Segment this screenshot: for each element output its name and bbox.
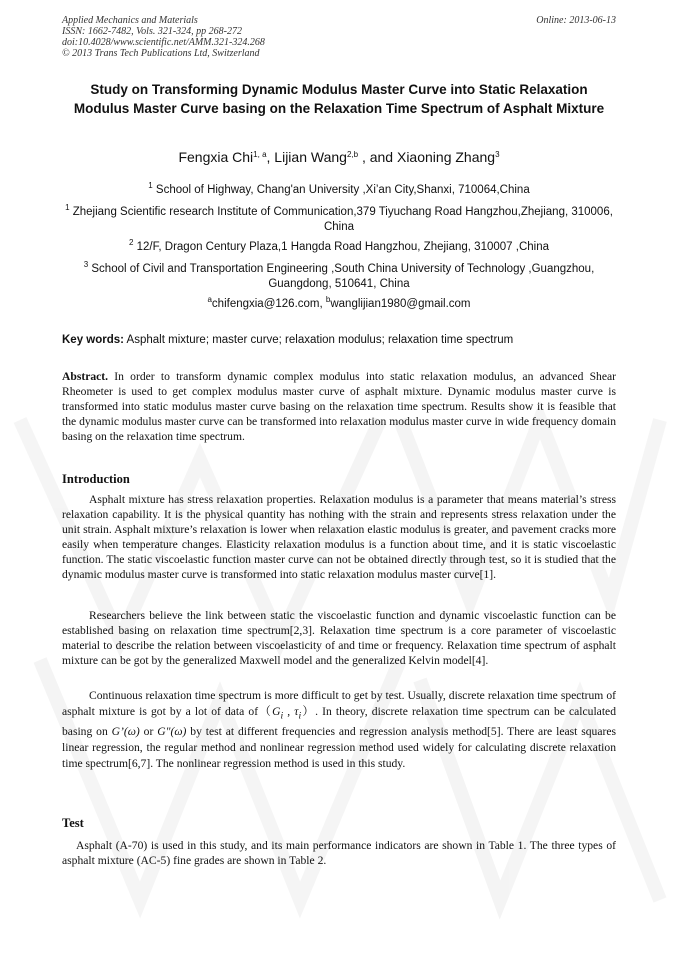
intro-p3-text: Continuous relaxation time spectrum is more difficult to get by test. Usually, discrete relaxation time spectrum of asphalt mixture is got by a lot of data of（ — [62, 689, 616, 718]
test-paragraph-1: Asphalt (A-70) is used in this study, and its main performance indicators are shown in Table 1. The three types of asphalt mixture (AC-5) fine grades are shown in Table 2. — [62, 839, 616, 867]
intro-paragraph-2: Researchers believe the link between static the viscoelastic function and dynamic viscoelastic function can be established basing on relaxation time spectrum[2,3]. Relaxation time spectrum is a core parameter of viscoelastic material to describe the relation between viscoelasticity of and time or frequency. Relaxation time spectrum of asphalt mixture can be got by the generalized Maxwell model and the generalized Kelvin model[4]. — [62, 609, 616, 667]
intro-p3-text: by test at different frequencies and regression analysis method[5]. There are least squares linear regression, the regular method and nonlinear regression method used widely for calculating discrete relaxation time spectrum[6,7]. The nonlinear regression method is used in this study. — [62, 725, 616, 771]
email-mark: a — [207, 295, 212, 304]
affiliation-text: Zhejiang Scientific research Institute of Communication,379 Tiyuchang Road Hangzhou,Zhejiang, 310006, China — [72, 206, 613, 233]
email-address[interactable]: wanglijian1980@gmail.com — [330, 298, 471, 310]
abstract — [62, 369, 616, 444]
affiliation — [62, 205, 616, 235]
affiliation — [62, 262, 616, 292]
affiliation-text: School of Civil and Transportation Engineering ,South China University of Technology ,Guangzhou, Guangdong, 510641, China — [91, 263, 595, 290]
intro-p3-text: ）. In theory, discrete relaxation time spectrum can be calculated basing on — [62, 705, 616, 739]
author-name: Xiaoning Zhang — [396, 149, 496, 165]
email-line — [62, 297, 616, 312]
affiliation-mark: 1 — [65, 203, 70, 212]
online-date: Online: 2013-06-13 — [536, 15, 616, 26]
section-heading-introduction: Introduction — [62, 472, 130, 486]
abstract-text: In order to transform dynamic complex modulus into static relaxation modulus, an advanced Shear Rheometer is used to get complex modulus master curve of asphalt mixture. Dynamic modulus master curve is transformed into static modulus master curve basing on the relaxation time spectrum. Results show it is feasible that the dynamic modulus master curve can be transformed into relaxation modulus master curve in wide frequency domain basing on the relaxation time spectrum. — [62, 370, 616, 443]
affiliation-mark: 3 — [83, 260, 89, 269]
affiliation-text: 12/F, Dragon Century Plaza,1 Hangda Road Hangzhou, Zhejiang, 310007 ,China — [136, 241, 549, 253]
issn-line: ISSN: 1662-7482, Vols. 321-324, pp 268-272 — [62, 26, 242, 37]
journal-name: Applied Mechanics and Materials — [62, 15, 198, 26]
affiliation — [62, 240, 616, 255]
author-affil-mark: 1, a — [253, 150, 267, 159]
author-separator: , and — [358, 149, 397, 165]
abstract-label: Abstract. — [62, 370, 109, 383]
loss-modulus-symbol: G"(ω) — [157, 725, 187, 739]
affiliation-mark: 1 — [148, 181, 153, 190]
email-address[interactable]: chifengxia@126.com, — [211, 298, 326, 310]
keywords-label: Key words: — [62, 334, 124, 346]
intro-p3-text: or — [139, 725, 158, 739]
symbol-g: G — [272, 705, 281, 718]
intro-paragraph-3 — [62, 688, 616, 772]
copyright-line: © 2013 Trans Tech Publications Ltd, Switzerland — [62, 48, 260, 59]
affiliation — [62, 183, 616, 198]
journal-header — [62, 15, 616, 59]
keywords — [62, 333, 616, 348]
section-heading-test: Test — [62, 816, 84, 830]
affiliation-mark: 2 — [128, 238, 134, 247]
author-list — [62, 148, 616, 166]
affiliation-text: School of Highway, Chang'an University ,Xi’an City,Shanxi, 710064,China — [155, 184, 530, 196]
author-affil-mark: 2,b — [346, 150, 359, 159]
intro-paragraph-1: Asphalt mixture has stress relaxation properties. Relaxation modulus is a parameter that means material’s stress relaxation capability. It is the physical quantity has nothing with the strain and represents stress relaxation under the unit strain. Asphalt mixture’s relaxation is lower when relaxation elastic modulus is greater, and pavement cracks more easily when temperature changes. Elasticity relaxation modulus is a function about time, and it is static viscoelastic function. The static viscoelastic function master curve can not be obtained directly through test, so it is studied that the dynamic modulus master curve is transformed into static relaxation modulus master curve[1]. — [62, 493, 616, 581]
author-name: Fengxia Chi — [178, 149, 254, 165]
symbol-tau: τ — [294, 705, 299, 718]
email-mark: b — [325, 295, 331, 304]
symbol-comma: , — [283, 705, 295, 718]
subscript-i: i — [280, 710, 284, 722]
author-separator: , — [266, 149, 275, 165]
author-affil-mark: 3 — [495, 150, 500, 159]
subscript-i: i — [298, 710, 302, 722]
storage-modulus-symbol: G’(ω) — [111, 725, 140, 739]
paper-title: Study on Transforming Dynamic Modulus Master Curve into Static Relaxation Modulus Master Curve basing on the Relaxation Time Spectrum of Asphalt Mixture — [73, 82, 605, 116]
doi-line[interactable]: doi:10.4028/www.scientific.net/AMM.321-324.268 — [62, 37, 265, 48]
keywords-text: Asphalt mixture; master curve; relaxation modulus; relaxation time spectrum — [124, 334, 514, 346]
author-name: Lijian Wang — [274, 149, 347, 165]
